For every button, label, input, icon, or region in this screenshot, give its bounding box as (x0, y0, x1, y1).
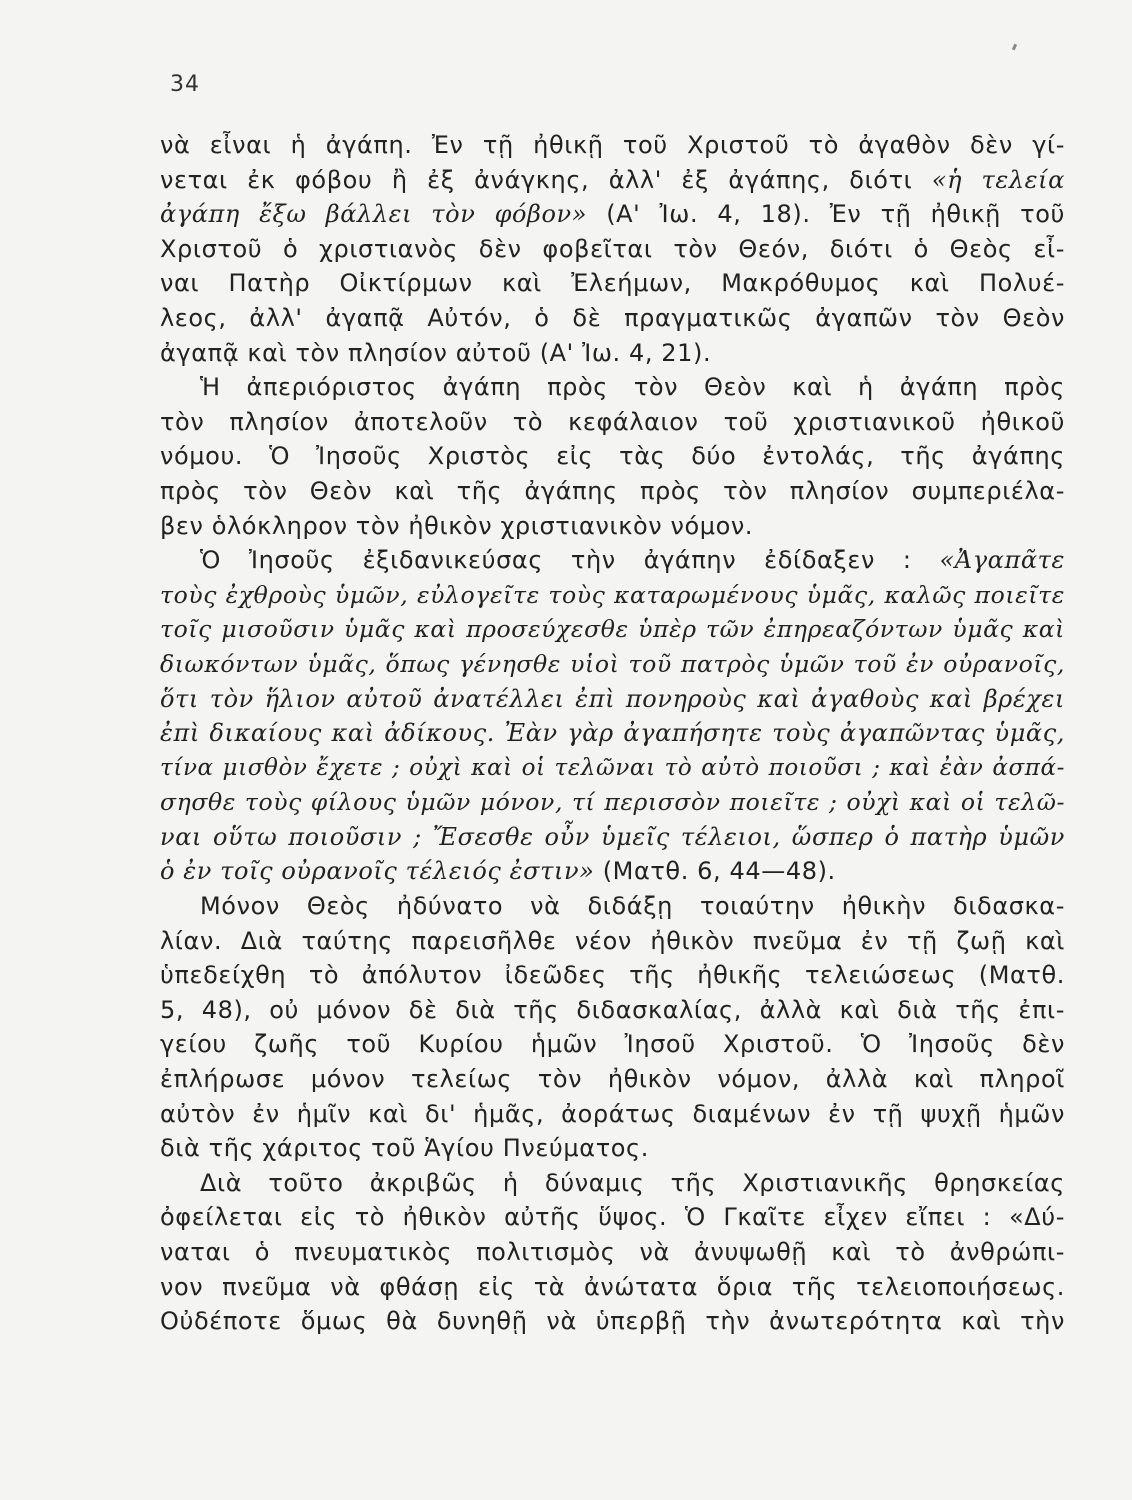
text-segment: (Ματθ. 6, 44—48). (594, 857, 836, 886)
text-line (160, 1166, 1065, 1201)
text-segment: βεν ὁλόκληρον τὸν ἠθικὸν χριστιανικὸν νόμον. (160, 511, 754, 540)
text-segment: τὸν πλησίον ἀποτελοῦν τὸ κεφάλαιον τοῦ χριστιανικοῦ ἠθικοῦ (160, 407, 1065, 436)
paper-speck (1012, 44, 1017, 51)
text-line (160, 1270, 1065, 1305)
text-line (160, 1304, 1065, 1339)
text-line (160, 751, 1065, 786)
text-line (160, 509, 1065, 544)
text-line (160, 128, 1065, 163)
italic-quote-segment: τοὺς ἐχθροὺς ὑμῶν, εὐλογεῖτε τοὺς καταρωμένους ὑμᾶς, καλῶς ποιεῖτε (160, 580, 1065, 609)
text-line (160, 889, 1065, 924)
italic-quote-segment: ἀγάπη ἔξω βάλλει τὸν φόβον» (160, 200, 588, 229)
text-line (160, 785, 1065, 820)
italic-quote-segment: τίνα μισθὸν ἔχετε ; οὐχὶ καὶ οἱ τελῶναι τὸ αὐτὸ ποιοῦσι ; καὶ ἐὰν ἀσπά- (160, 754, 1065, 781)
text-line (160, 647, 1065, 682)
text-segment: γείου ζωῆς τοῦ Κυρίου ἡμῶν Ἰησοῦ Χριστοῦ. Ὁ Ἰησοῦς δὲν (160, 1030, 1065, 1059)
text-segment: Οὐδέποτε ὅμως θὰ δυνηθῇ νὰ ὑπερβῇ τὴν ἀνωτερότητα καὶ τὴν (160, 1307, 1065, 1336)
text-line (160, 474, 1065, 509)
italic-quote-segment: «Ἀγαπᾶτε (939, 546, 1065, 575)
text-line (160, 578, 1065, 613)
text-segment: Διὰ τοῦτο ἀκριβῶς ἡ δύναμις τῆς Χριστιανικῆς θρησκείας (200, 1168, 1065, 1197)
text-line (160, 820, 1065, 855)
italic-quote-segment: σησθε τοὺς φίλους ὑμῶν μόνον, τί περισσὸν ποιεῖτε ; οὐχὶ καὶ οἱ τελῶ- (160, 788, 1065, 817)
text-segment: νεται ἐκ φόβου ἢ ἐξ ἀνάγκης, ἀλλ' ἐξ ἀγάπης, διότι (160, 165, 932, 194)
text-segment: ὑπεδείχθη τὸ ἀπόλυτον ἰδεῶδες τῆς ἠθικῆς τελειώσεως (Ματθ. (160, 961, 1065, 990)
text-segment: πρὸς τὸν Θεὸν καὶ τῆς ἀγάπης πρὸς τὸν πλησίον συμπεριέλα- (160, 476, 1065, 505)
italic-quote-segment: ὅτι τὸν ἥλιον αὐτοῦ ἀνατέλλει ἐπὶ πονηροὺς καὶ ἀγαθοὺς καὶ βρέχει (160, 684, 1065, 713)
text-segment: ἀγαπᾷ καὶ τὸν πλησίον αὐτοῦ (Α' Ἰω. 4, 21). (160, 338, 712, 367)
text-segment: λεος, ἀλλ' ἀγαπᾷ Αὐτόν, ὁ δὲ πραγματικῶς ἀγαπῶν τὸν Θεὸν (160, 303, 1065, 332)
text-segment: διὰ τῆς χάριτος τοῦ Ἁγίου Πνεύματος. (160, 1134, 649, 1163)
text-line (160, 1235, 1065, 1270)
text-line (160, 1131, 1065, 1166)
text-line (160, 543, 1065, 578)
text-line (160, 854, 1065, 889)
text-line (160, 1097, 1065, 1132)
text-line (160, 612, 1065, 647)
text-line (160, 1027, 1065, 1062)
text-segment: νόμου. Ὁ Ἰησοῦς Χριστὸς εἰς τὰς δύο ἐντολάς, τῆς ἀγάπης (160, 442, 1065, 471)
italic-quote-segment: ναι οὕτω ποιοῦσιν ; Ἔσεσθε οὖν ὑμεῖς τέλειοι, ὥσπερ ὁ πατὴρ ὑμῶν (160, 822, 1065, 851)
text-line (160, 405, 1065, 440)
italic-quote-segment: διωκόντων ὑμᾶς, ὅπως γένησθε υἱοὶ τοῦ πατρὸς ὑμῶν τοῦ ἐν οὐρανοῖς, (160, 649, 1065, 678)
text-segment: νον πνεῦμα νὰ φθάσῃ εἰς τὰ ἀνώτατα ὅρια τῆς τελειοποιήσεως. (160, 1272, 1065, 1301)
text-line (160, 924, 1065, 959)
text-line (160, 958, 1065, 993)
italic-quote-segment: «ἡ τελεία (931, 165, 1065, 194)
text-line (160, 336, 1065, 371)
text-segment: 5, 48), οὐ μόνον δὲ διὰ τῆς διδασκαλίας, ἀλλὰ καὶ διὰ τῆς ἐπι- (160, 995, 1065, 1024)
text-segment: (Α' Ἰω. 4, 18). Ἐν τῇ ἠθικῇ τοῦ (587, 200, 1065, 229)
page-number: 34 (170, 72, 200, 97)
text-segment: Μόνον Θεὸς ἠδύνατο νὰ διδάξῃ τοιαύτην ἠθικὴν διδασκα- (200, 892, 1065, 921)
text-segment: Χριστοῦ ὁ χριστιανὸς δὲν φοβεῖται τὸν Θεόν, διότι ὁ Θεὸς εἶ- (160, 234, 1065, 263)
text-segment: Ὁ Ἰησοῦς ἐξιδανικεύσας τὴν ἀγάπην ἐδίδαξεν : (200, 546, 940, 575)
body-text (160, 128, 1065, 1339)
text-line (160, 197, 1065, 232)
text-segment: λίαν. Διὰ ταύτης παρεισῆλθε νέον ἠθικὸν πνεῦμα ἐν τῇ ζωῇ καὶ (160, 926, 1065, 955)
text-segment: ναται ὁ πνευματικὸς πολιτισμὸς νὰ ἀνυψωθῇ καὶ τὸ ἀνθρώπι- (160, 1238, 1065, 1266)
text-line (160, 232, 1065, 267)
text-line (160, 266, 1065, 301)
text-segment: αὐτὸν ἐν ἡμῖν καὶ δι' ἡμᾶς, ἀοράτως διαμένων ἐν τῇ ψυχῇ ἡμῶν (160, 1099, 1065, 1128)
text-line (160, 163, 1065, 198)
text-segment: Ἡ ἀπεριόριστος ἀγάπη πρὸς τὸν Θεὸν καὶ ἡ ἀγάπη πρὸς (200, 373, 1065, 402)
text-line (160, 993, 1065, 1028)
italic-quote-segment: τοῖς μισοῦσιν ὑμᾶς καὶ προσεύχεσθε ὑπὲρ τῶν ἐπηρεαζόντων ὑμᾶς καὶ (160, 615, 1065, 644)
text-segment: ὀφείλεται εἰς τὸ ἠθικὸν αὐτῆς ὕψος. Ὁ Γκαῖτε εἶχεν εἴπει : «Δύ- (160, 1203, 1065, 1232)
text-line (160, 301, 1065, 336)
text-line (160, 370, 1065, 405)
italic-quote-segment: ὁ ἐν τοῖς οὐρανοῖς τέλειός ἐστιν» (160, 857, 595, 886)
text-segment: ἐπλήρωσε μόνον τελείως τὸν ἠθικὸν νόμον, ἀλλὰ καὶ πληροῖ (160, 1065, 1065, 1094)
text-line (160, 439, 1065, 474)
text-line (160, 1062, 1065, 1097)
text-segment: νὰ εἶναι ἡ ἀγάπη. Ἐν τῇ ἠθικῇ τοῦ Χριστοῦ τὸ ἀγαθὸν δὲν γί- (160, 131, 1065, 159)
text-line (160, 1200, 1065, 1235)
text-line (160, 682, 1065, 717)
italic-quote-segment: ἐπὶ δικαίους καὶ ἀδίκους. Ἐὰν γὰρ ἀγαπήσητε τοὺς ἀγαπῶντας ὑμᾶς, (160, 719, 1065, 748)
text-line (160, 716, 1065, 751)
text-segment: ναι Πατὴρ Οἰκτίρμων καὶ Ἐλεήμων, Μακρόθυμος καὶ Πολυέ- (160, 269, 1065, 298)
